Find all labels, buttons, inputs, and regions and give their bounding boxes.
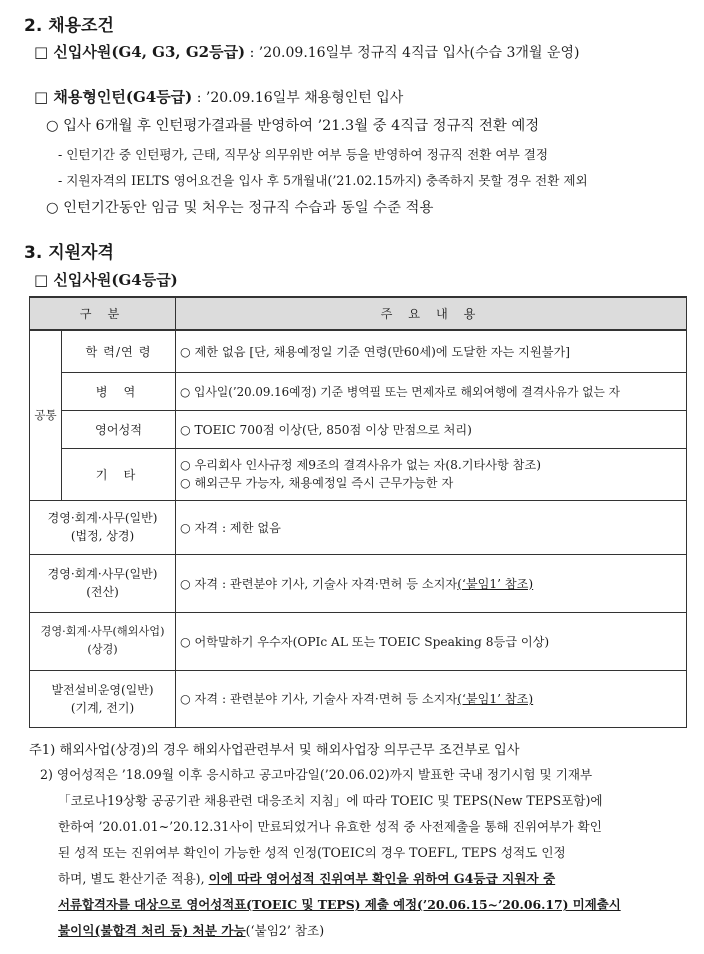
table-row xyxy=(30,612,687,670)
row-label xyxy=(30,500,176,554)
note-2-line-6: 서류합격자를 대상으로 영어성적표(TOEIC 및 TEPS) 제출 예정(’20.06.15~’20.06.17) 미제출시 xyxy=(58,897,621,912)
row-content-text: ○ 자격 : 관련분야 기사, 기술사 자격·면허 등 소지자 xyxy=(180,576,458,591)
note-2-line-1: 2) 영어성적은 ’18.09월 이후 응시하고 공고마감일(’20.06.02)까지 발표한 국내 정기시험 및 기재부 xyxy=(40,767,593,782)
intern-detail-2: - 지원자격의 IELTS 영어요건을 입사 후 5개월내(’21.02.15까지) 충족하지 못할 경우 전환 제외 xyxy=(58,173,588,188)
note-2-line-5-emph: 이에 따라 영어성적 진위여부 확인을 위하여 G4등급 지원자 중 xyxy=(208,871,556,886)
table-row xyxy=(30,330,687,372)
attachment-1-link[interactable]: (‘붙임1’ 참조) xyxy=(457,692,534,706)
table-header-content: 주 요 내 용 xyxy=(176,297,687,330)
note-2-line-5 xyxy=(58,868,555,890)
row-label: 영어성적 xyxy=(62,410,176,448)
row-label-line: 경영·회계·사무(일반) xyxy=(47,511,158,525)
row-label-line: 경영·회계·사무(해외사업) xyxy=(40,625,165,638)
note-2-line-3: 한하여 ’20.01.01~’20.12.31사이 만료되었거나 유효한 성적 중 사전제출을 통해 진위여부가 확인 xyxy=(58,819,602,834)
row-label: 병 역 xyxy=(62,372,176,410)
row-label-line: 발전설비운영(일반) xyxy=(51,682,154,697)
row-content xyxy=(176,612,687,670)
qualification-table xyxy=(29,296,687,728)
row-label xyxy=(30,554,176,612)
new-hire-condition xyxy=(34,41,579,62)
row-label-line: (법정, 상경) xyxy=(70,529,135,543)
row-label: 학 력/연 령 xyxy=(62,330,176,372)
intern-condition xyxy=(34,86,403,107)
intern-detail-1: - 인턴기간 중 인턴평가, 근태, 직무상 의무위반 여부 등을 반영하여 정규직 전환 여부 결정 xyxy=(58,147,549,162)
row-label-line: (전산) xyxy=(86,585,119,599)
row-label-line: (상경) xyxy=(87,643,118,656)
table-row xyxy=(30,372,687,410)
row-content: ○ 제한 없음 [단, 채용예정일 기준 연령(만60세)에 도달한 자는 지원불가] xyxy=(176,330,687,372)
row-label xyxy=(30,670,176,727)
table-row xyxy=(30,670,687,727)
common-label: 공통 xyxy=(30,330,62,500)
row-content-line: ○ 우리회사 인사규정 제9조의 결격사유가 없는 자(8.기타사항 참조) xyxy=(180,458,541,472)
row-content xyxy=(176,448,687,500)
section-3-title: 3. 지원자격 xyxy=(24,243,114,263)
new-hire-label: □ 신입사원(G4, G3, G2등급) xyxy=(34,43,246,61)
intern-bullet-2: ○ 인턴기간동안 임금 및 처우는 정규직 수습과 동일 수준 적용 xyxy=(46,200,434,216)
row-label-line: (기계, 전기) xyxy=(70,700,135,715)
section-2-title: 2. 채용조건 xyxy=(24,16,114,36)
row-content-text: ○ 어학말하기 우수자(OPIc AL 또는 TOEIC Speaking 8등급 이상) xyxy=(180,634,550,649)
table-header-category: 구 분 xyxy=(30,297,176,330)
row-label-line: 경영·회계·사무(일반) xyxy=(47,567,158,581)
row-content xyxy=(176,670,687,727)
new-hire-text: : ’20.09.16일부 정규직 4직급 입사(수습 3개월 운영) xyxy=(245,45,580,61)
section-3-subtitle: □ 신입사원(G4등급) xyxy=(34,271,178,289)
note-1: 주1) 해외사업(상경)의 경우 해외사업관련부서 및 해외사업장 의무근무 조건부로 입사 xyxy=(29,743,520,758)
table-row xyxy=(30,554,687,612)
row-content: ○ TOEIC 700점 이상(단, 850점 이상 만점으로 처리) xyxy=(176,410,687,448)
table-row xyxy=(30,500,687,554)
row-content-text: ○ 자격 : 제한 없음 xyxy=(180,520,281,535)
note-2-line-5-plain: 하며, 별도 환산기준 적용), xyxy=(58,871,209,886)
intern-bullet-1: ○ 입사 6개월 후 인턴평가결과를 반영하여 ’21.3월 중 4직급 정규직 전환 예정 xyxy=(46,118,540,134)
row-content xyxy=(176,554,687,612)
note-2-line-7 xyxy=(58,920,324,942)
row-label: 기 타 xyxy=(62,448,176,500)
note-2-line-7-emph: 불이익(불합격 처리 등) 처분 가능 xyxy=(58,923,246,938)
row-content-text: ○ 자격 : 관련분야 기사, 기술사 자격·면허 등 소지자 xyxy=(180,692,458,706)
table-row xyxy=(30,410,687,448)
intern-text: : ’20.09.16일부 채용형인턴 입사 xyxy=(192,90,404,106)
row-label xyxy=(30,612,176,670)
row-content-line: ○ 해외근무 가능자, 채용예정일 즉시 근무가능한 자 xyxy=(180,476,454,490)
table-row xyxy=(30,448,687,500)
attachment-2-ref: (‘붙임2’ 참조) xyxy=(245,923,325,938)
attachment-1-link[interactable]: (‘붙임1’ 참조) xyxy=(457,576,534,591)
row-content xyxy=(176,500,687,554)
row-content: ○ 입사일(’20.09.16예정) 기준 병역필 또는 면제자로 해외여행에 결격사유가 없는 자 xyxy=(176,372,687,410)
note-2-line-4: 된 성적 또는 진위여부 확인이 가능한 성적 인정(TOEIC의 경우 TOEFL, TEPS 성적도 인정 xyxy=(58,845,566,860)
intern-label: □ 채용형인턴(G4등급) xyxy=(34,88,193,106)
note-2-line-2: 「코로나19상황 공공기관 채용관련 대응조치 지침」에 따라 TOEIC 및 TEPS(New TEPS포함)에 xyxy=(58,793,603,808)
